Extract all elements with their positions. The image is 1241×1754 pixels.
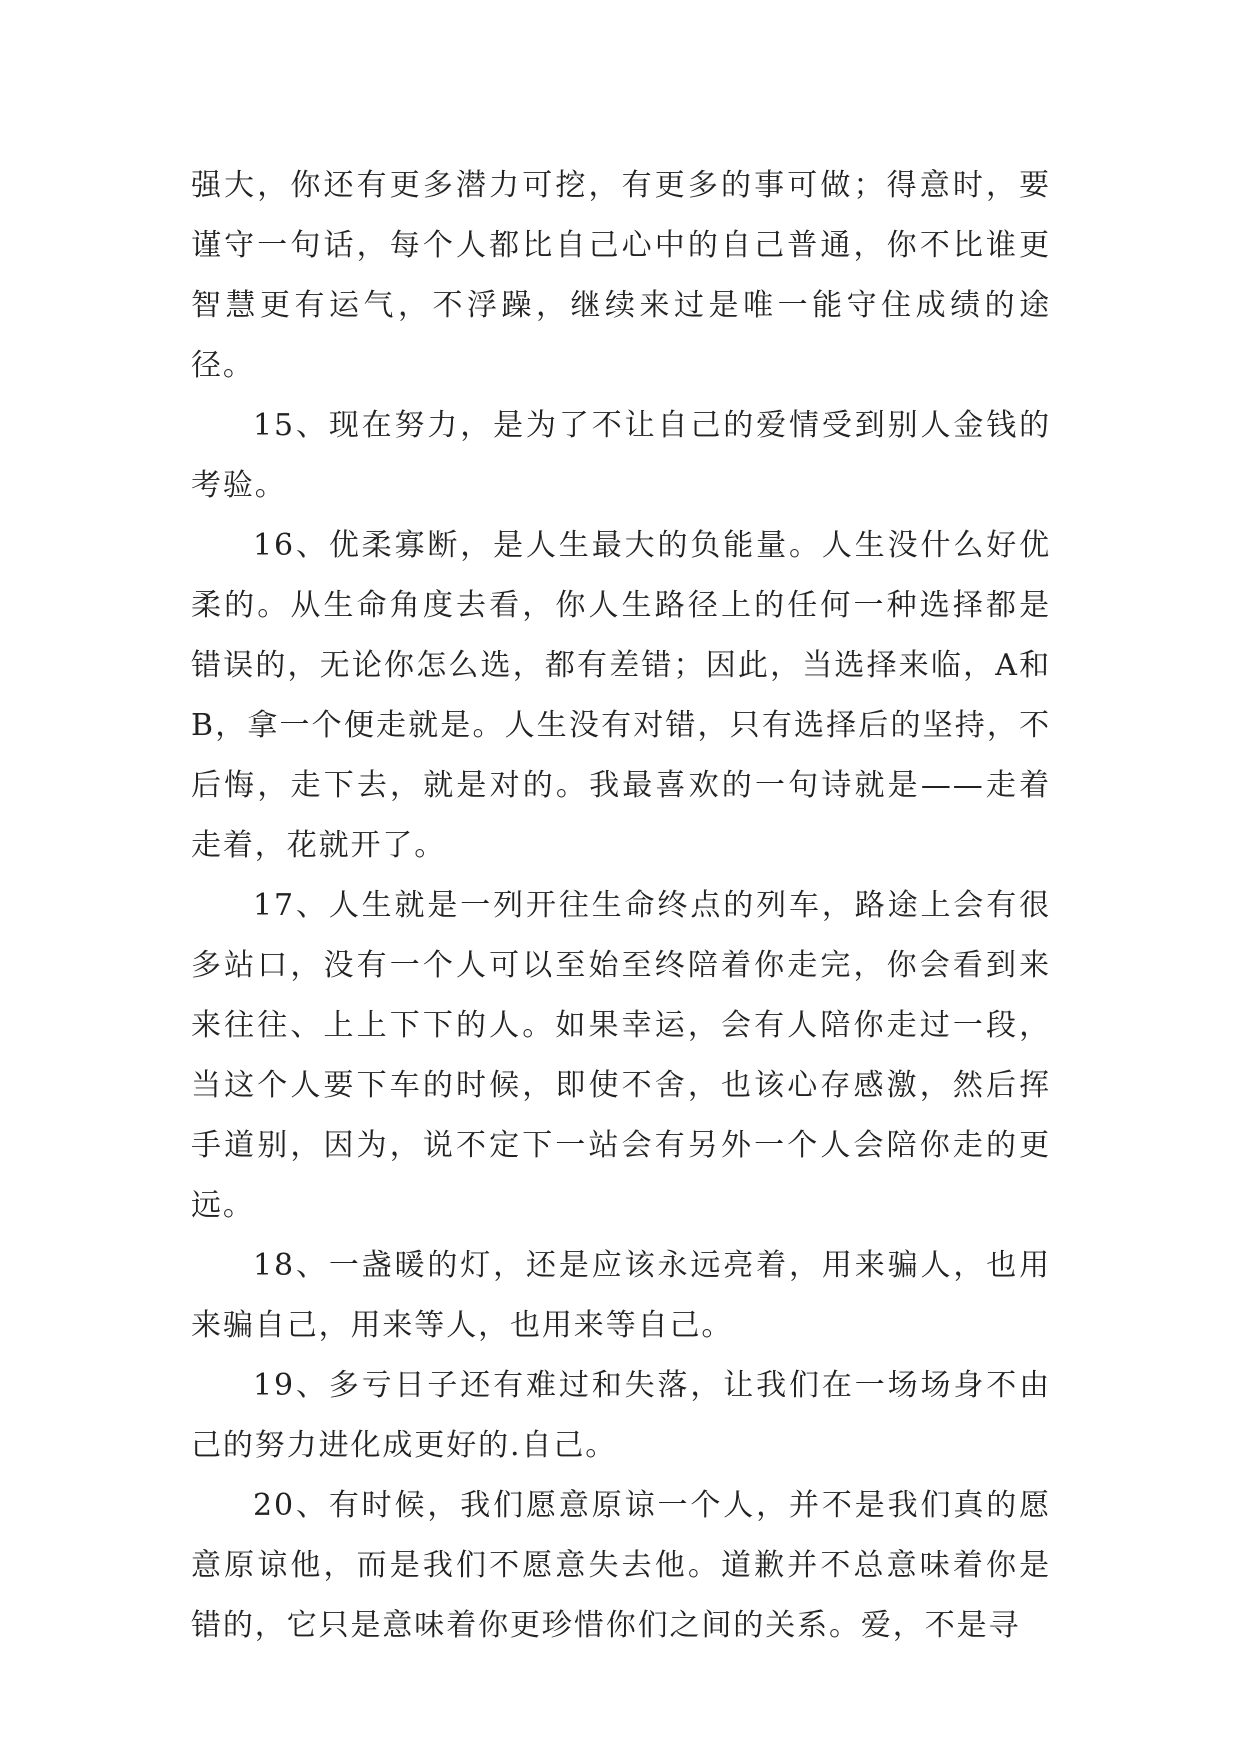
paragraph-16: 16、优柔寡断，是人生最大的负能量。人生没什么好优柔的。从生命角度去看，你人生路径上的任何一种选择都是错误的，无论你怎么选，都有差错；因此，当选择来临，A和B，拿一个便走就是。人生没有对错，只有选择后的坚持，不后悔，走下去，就是对的。我最喜欢的一句诗就是——走着走着，花就开了。 — [191, 528, 1051, 863]
paragraph-18: 18、一盏暖的灯，还是应该永远亮着，用来骗人，也用来骗自己，用来等人，也用来等自己。 — [191, 1248, 1051, 1343]
document-body — [191, 156, 1051, 1656]
paragraph-continuation: 强大，你还有更多潜力可挖，有更多的事可做；得意时，要谨守一句话，每个人都比自己心中的自己普通，你不比谁更智慧更有运气，不浮躁，继续来过是唯一能守住成绩的途径。 — [191, 168, 1051, 383]
paragraph-19: 19、多亏日子还有难过和失落，让我们在一场场身不由己的努力进化成更好的.自己。 — [191, 1368, 1051, 1463]
paragraph-15: 15、现在努力，是为了不让自己的爱情受到别人金钱的考验。 — [191, 408, 1051, 503]
paragraph-20: 20、有时候，我们愿意原谅一个人，并不是我们真的愿意原谅他，而是我们不愿意失去他。道歉并不总意味着你是错的，它只是意味着你更珍惜你们之间的关系。爱，不是寻 — [191, 1488, 1051, 1643]
paragraph-17: 17、人生就是一列开往生命终点的列车，路途上会有很多站口，没有一个人可以至始至终陪着你走完，你会看到来来往往、上上下下的人。如果幸运，会有人陪你走过一段，当这个人要下车的时候，即使不舍，也该心存感激，然后挥手道别，因为，说不定下一站会有另外一个人会陪你走的更远。 — [191, 888, 1051, 1223]
